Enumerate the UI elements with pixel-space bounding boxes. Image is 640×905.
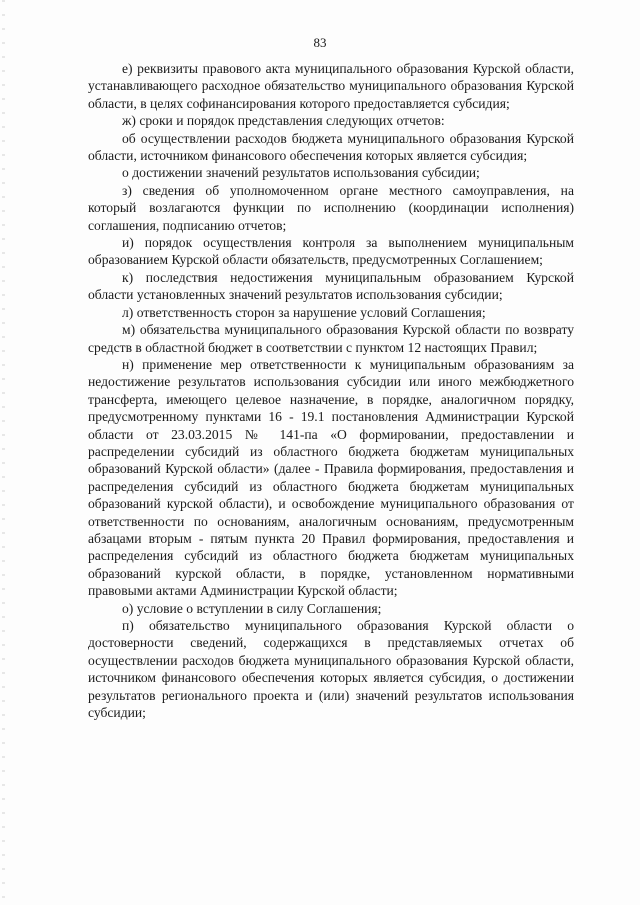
- paragraph-z: з) сведения об уполномоченном органе местного самоуправления, на который возлагаются функции по исполнению (координации исполнения) соглашения, подписанию отчетов;: [88, 182, 574, 233]
- paragraph-zh: ж) сроки и порядок представления следующих отчетов:: [122, 113, 445, 129]
- document-body: [88, 60, 574, 721]
- paragraph-k: к) последствия недостижения муниципальным образованием Курской области установленных значений результатов использования субсидии;: [88, 269, 574, 303]
- paragraph-e: е) реквизиты правового акта муниципального образования Курской области, устанавливающего расходное обязательство муниципального образования Курской области, в целях софинансирования которого предоставляется субсидия;: [88, 61, 574, 111]
- paragraph-expenditure-report: об осуществлении расходов бюджета муниципального образования Курской области, источником финансового обеспечения которых является субсидия;: [88, 130, 574, 164]
- paragraph-results-report: о достижении значений результатов использования субсидии;: [122, 165, 480, 181]
- scan-edge-marks: [2, 0, 5, 905]
- paragraph-l: л) ответственность сторон за нарушение условий Соглашения;: [122, 304, 486, 320]
- paragraph-o: о) условие о вступлении в силу Соглашения;: [122, 600, 382, 616]
- paragraph-p: п) обязательство муниципального образования Курской области о достоверности сведений, содержащихся в представляемых отчетах об осуществлении расходов бюджета муниципального образования Курской области, источником финансового обеспечения которых является субсидия, о достижении результатов регионального проекта и (или) значений результатов использования субсидии;: [88, 618, 574, 721]
- paragraph-n: н) применение мер ответственности к муниципальным образованиям за недостижение результатов использования субсидии или иного межбюджетного трансферта, имеющего целевое назначение, в порядке, аналогичном порядку, предусмотренному пунктами 16 - 19.1 постановления Администрации Курской области от 23.03.2015 № 141-па «О формировании, предоставлении и распределении субсидий из областного бюджета бюджетам муниципальных образований Курской области» (далее - Правила формирования, предоставления и распределения субсидий из областного бюджета бюджетам муниципальных образований курской области), и освобождение муниципального образования от ответственности по основаниям, аналогичным основаниям, предусмотренным абзацами вторым - пятым пункта 20 Правил формирования, предоставления и распределения субсидий из областного бюджета бюджетам муниципальных образований курской области, в порядке, установленном нормативными правовыми актами Администрации Курской области;: [88, 356, 574, 599]
- paragraph-m: м) обязательства муниципального образования Курской области по возврату средств в областной бюджет в соответствии с пунктом 12 настоящих Правил;: [88, 322, 574, 355]
- paragraph-i: и) порядок осуществления контроля за выполнением муниципальным образованием Курской области обязательств, предусмотренных Соглашением;: [88, 235, 574, 268]
- page-number: 83: [313, 35, 327, 50]
